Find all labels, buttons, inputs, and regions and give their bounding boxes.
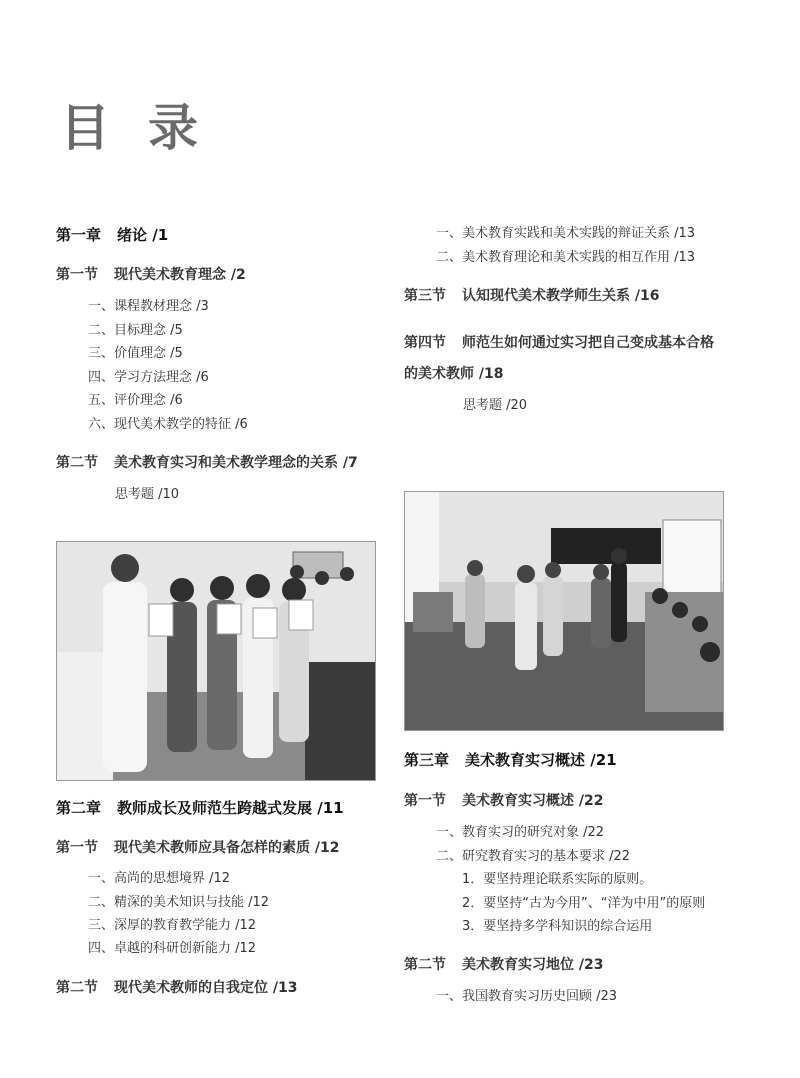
toc-subitem[interactable]: 1．要坚持理论联系实际的原则。 — [462, 872, 653, 887]
toc-section[interactable] — [404, 332, 714, 352]
section-label: 第二节 — [56, 455, 98, 471]
chapter-label: 第二章 — [56, 799, 102, 817]
chapter-title: 教师成长及师范生跨越式发展 /11 — [117, 799, 344, 817]
toc-item[interactable]: 一、美术教育实践和美术实践的辩证关系 /13 — [436, 226, 696, 241]
toc-section[interactable] — [404, 954, 603, 974]
toc-item[interactable]: 一、高尚的思想境界 /12 — [88, 871, 231, 886]
toc-item[interactable]: 思考题 /10 — [115, 487, 180, 502]
toc-subitem[interactable]: 3．要坚持多学科知识的综合运用 — [462, 919, 653, 934]
section-title: 师范生如何通过实习把自己变成基本合格 — [462, 335, 714, 351]
section-label: 第一节 — [56, 840, 98, 856]
toc-section[interactable] — [56, 264, 246, 284]
toc-item[interactable]: 三、价值理念 /5 — [88, 346, 183, 361]
toc-item[interactable]: 思考题 /20 — [463, 398, 528, 413]
section-title: 美术教育实习概述 /22 — [462, 793, 604, 809]
section-label: 第一节 — [56, 267, 98, 283]
page-title: 目录 — [60, 99, 236, 157]
toc-item[interactable]: 一、教育实习的研究对象 /22 — [436, 825, 605, 840]
toc-section[interactable] — [404, 285, 659, 305]
toc-item[interactable]: 四、卓越的科研创新能力 /12 — [88, 941, 257, 956]
toc-item[interactable]: 一、我国教育实习历史回顾 /23 — [436, 989, 618, 1004]
toc-section[interactable] — [56, 977, 297, 997]
toc-chapter-2[interactable] — [56, 797, 344, 818]
toc-item[interactable]: 五、评价理念 /6 — [88, 393, 183, 408]
section-title: 现代美术教育理念 /2 — [114, 267, 246, 283]
section-title: 认知现代美术教学师生关系 /16 — [462, 288, 660, 304]
section-title-continued[interactable]: 的美术教师 /18 — [404, 366, 504, 382]
section-label: 第一节 — [404, 793, 446, 809]
toc-section[interactable] — [56, 452, 358, 472]
toc-item[interactable]: 四、学习方法理念 /6 — [88, 370, 209, 385]
section-title: 现代美术教师应具备怎样的素质 /12 — [114, 840, 340, 856]
toc-item[interactable]: 二、精深的美术知识与技能 /12 — [88, 895, 270, 910]
toc-item[interactable]: 一、课程教材理念 /3 — [88, 299, 209, 314]
classroom-photo-activity — [404, 491, 724, 731]
toc-item[interactable]: 六、现代美术教学的特征 /6 — [88, 417, 248, 432]
photo-illustration — [57, 542, 375, 780]
chapter-label: 第一章 — [56, 226, 102, 244]
section-title: 美术教育实习地位 /23 — [462, 957, 604, 973]
toc-section[interactable] — [404, 790, 603, 810]
section-title: 美术教育实习和美术教学理念的关系 /7 — [114, 455, 358, 471]
toc-chapter-1[interactable] — [56, 224, 168, 245]
section-label: 第二节 — [56, 980, 98, 996]
toc-item[interactable]: 三、深厚的教育教学能力 /12 — [88, 918, 257, 933]
toc-section[interactable] — [56, 837, 339, 857]
section-label: 第三节 — [404, 288, 446, 304]
photo-illustration — [405, 492, 723, 730]
toc-item[interactable]: 二、目标理念 /5 — [88, 323, 183, 338]
toc-item[interactable]: 二、美术教育理论和美术实践的相互作用 /13 — [436, 250, 696, 265]
chapter-title: 美术教育实习概述 /21 — [465, 751, 617, 769]
toc-item[interactable]: 二、研究教育实习的基本要求 /22 — [436, 849, 631, 864]
toc-chapter-3[interactable] — [404, 749, 617, 770]
section-title: 现代美术教师的自我定位 /13 — [114, 980, 298, 996]
section-label: 第四节 — [404, 335, 446, 351]
toc-subitem[interactable]: 2．要坚持“古为今用”、“洋为中用”的原则 — [462, 896, 706, 911]
classroom-photo-reading — [56, 541, 376, 781]
section-label: 第二节 — [404, 957, 446, 973]
chapter-label: 第三章 — [404, 751, 450, 769]
chapter-title: 绪论 /1 — [117, 226, 169, 244]
